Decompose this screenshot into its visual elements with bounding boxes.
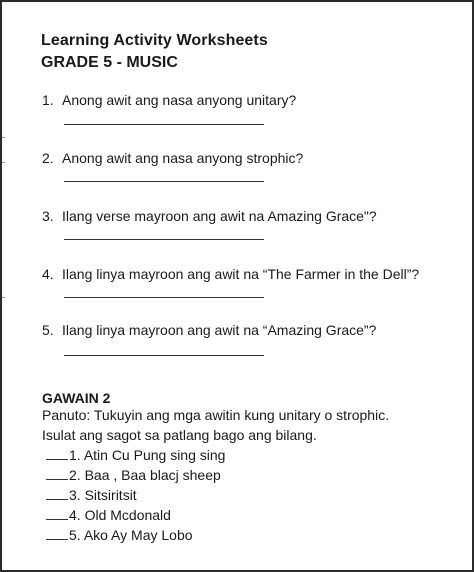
question-5: [42, 322, 376, 338]
list-item: [46, 447, 225, 463]
item-text: Sitsiritsit: [84, 487, 137, 503]
question-text: Anong awit ang nasa anyong strophic?: [62, 150, 304, 166]
question-3: [42, 208, 377, 224]
question-number: 3.: [42, 208, 54, 224]
item-number: 4.: [69, 507, 81, 523]
worksheet-subtitle: GRADE 5 - MUSIC: [41, 54, 178, 71]
question-text: Ilang verse mayroon ang awit na Amazing Grace"?: [62, 208, 377, 224]
edge-mark: [2, 137, 5, 138]
list-item: [46, 507, 171, 523]
question-2: [42, 150, 303, 166]
edge-mark: [2, 162, 5, 163]
question-text: Ilang linya mayroon ang awit na “The Farmer in the Dell”?: [62, 266, 420, 282]
question-number: 2.: [42, 150, 54, 166]
list-item: [46, 467, 221, 483]
item-text: Old Mcdonald: [84, 507, 171, 523]
answer-blank[interactable]: [46, 499, 68, 500]
item-number: 1.: [69, 447, 81, 463]
question-1: [42, 92, 296, 108]
answer-blank[interactable]: [46, 459, 68, 460]
answer-blank[interactable]: [46, 479, 68, 480]
item-text: Baa , Baa blacj sheep: [84, 467, 221, 483]
question-number: 5.: [42, 322, 54, 338]
list-item: [46, 527, 193, 543]
answer-blank[interactable]: [46, 539, 68, 540]
answer-line-1[interactable]: [64, 124, 264, 125]
question-4: [42, 266, 419, 282]
answer-line-2[interactable]: [64, 181, 264, 182]
answer-line-5[interactable]: [64, 355, 264, 356]
answer-line-3[interactable]: [64, 239, 264, 240]
item-text: Ako Ay May Lobo: [83, 527, 193, 543]
question-text: Anong awit ang nasa anyong unitary?: [62, 92, 297, 108]
question-number: 4.: [42, 266, 54, 282]
edge-mark: [2, 297, 5, 298]
instruction-line-2: Isulat ang sagot sa patlang bago ang bilang.: [42, 427, 317, 443]
item-number: 2.: [69, 467, 81, 483]
list-item: [46, 487, 137, 503]
instruction-line-1: Panuto: Tukuyin ang mga awitin kung unitary o strophic.: [42, 407, 390, 423]
worksheet-title: Learning Activity Worksheets: [41, 32, 268, 49]
question-number: 1.: [42, 92, 54, 108]
answer-blank[interactable]: [46, 519, 68, 520]
item-text: Atin Cu Pung sing sing: [83, 447, 226, 463]
question-text: Ilang linya mayroon ang awit na “Amazing Grace”?: [62, 322, 377, 338]
answer-line-4[interactable]: [64, 297, 264, 298]
item-number: 5.: [69, 527, 81, 543]
worksheet-page: [2, 2, 472, 570]
item-number: 3.: [69, 487, 81, 503]
section-title: GAWAIN 2: [42, 390, 111, 406]
